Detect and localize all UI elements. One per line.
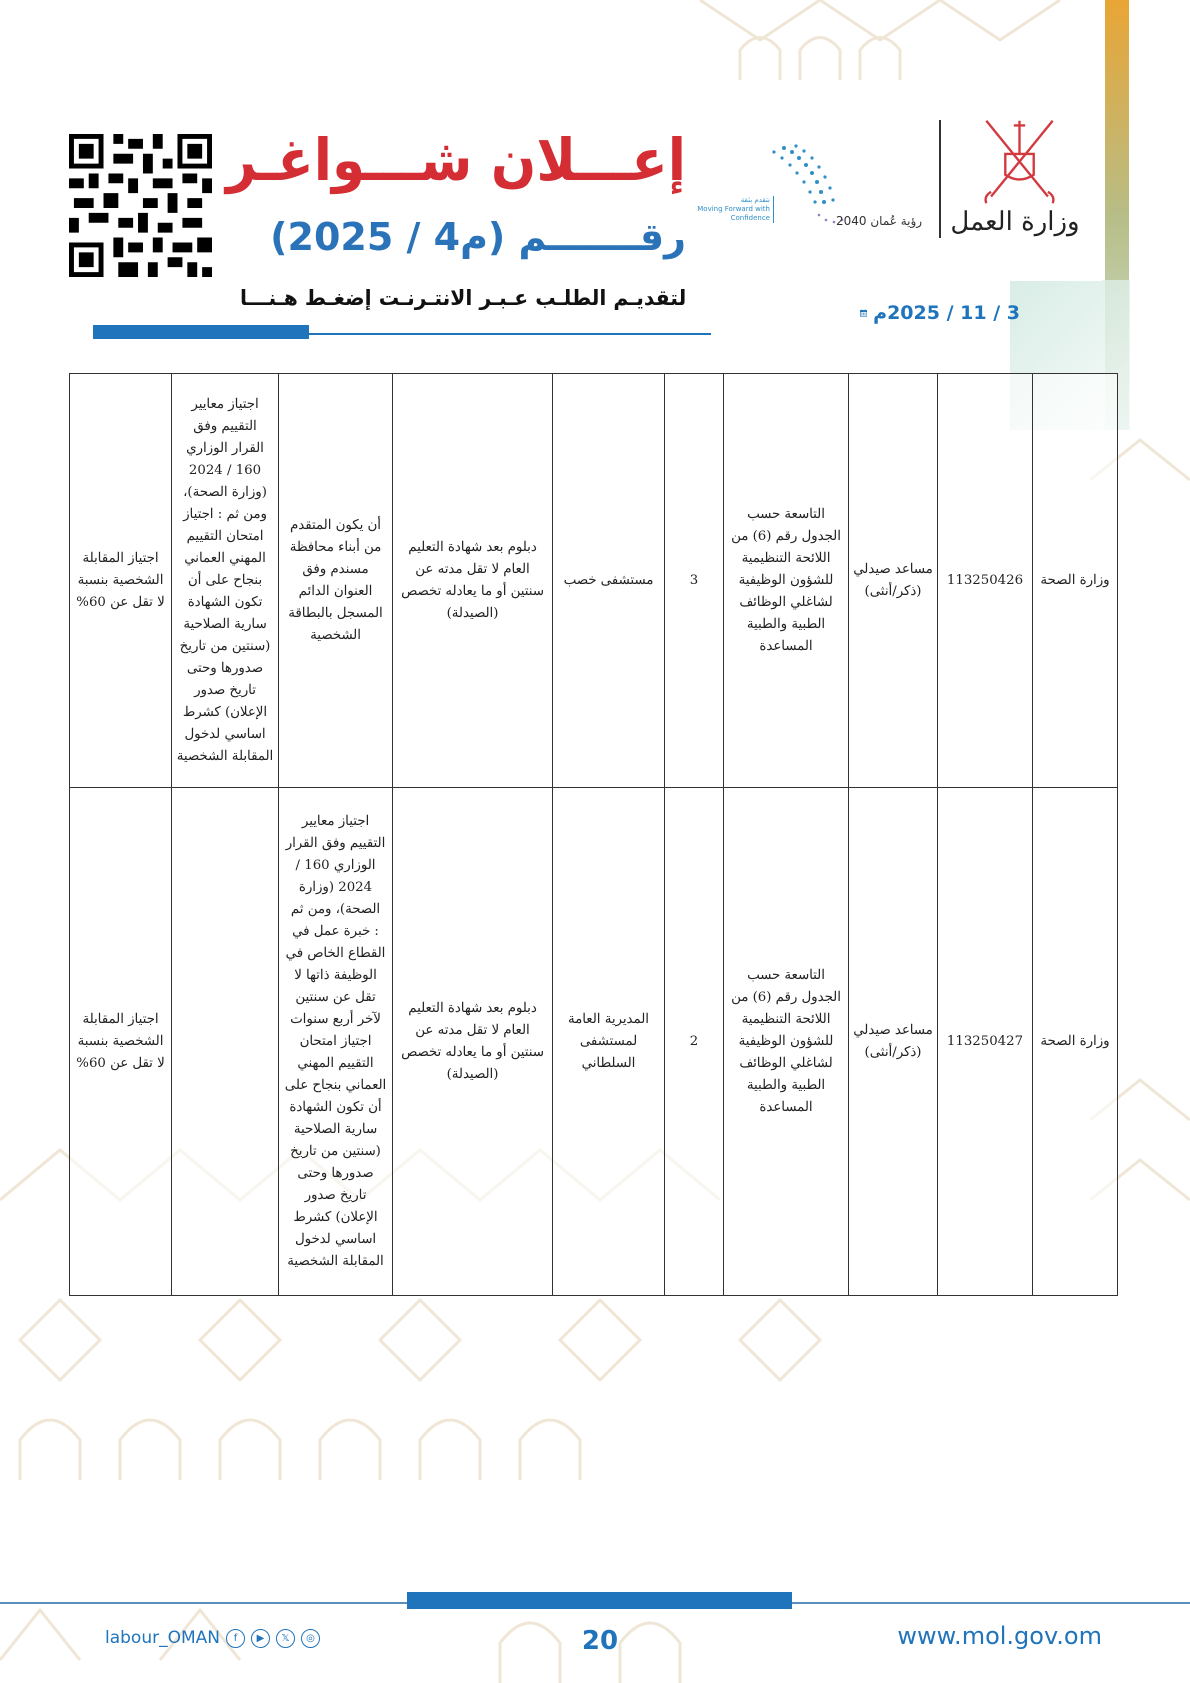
calendar-icon (860, 302, 867, 324)
grade-cell: التاسعة حسب الجدول رقم (6) من اللائحة التنظيمية للشؤون الوظيفية لشاغلي الوظائف الطبية والطبية المساعدة (724, 374, 849, 788)
ministry-cell: وزارة الصحة (1033, 374, 1118, 788)
apply-online-link-text[interactable]: لتقديـم الطلـب عـبـر الانتـرنـت إضغـط هـنـــا (239, 286, 686, 310)
page-number: 20 (581, 1626, 619, 1656)
vacancy-count-cell: 2 (665, 788, 724, 1296)
announcement-title-text: إعـــلان شـــواغـر (226, 126, 686, 194)
date-text: 3 / 11 / 2025م (873, 302, 1020, 324)
test-cell: اجتياز معايير التقييم وفق القرار الوزاري 160 / 2024 (وزارة الصحة)، ومن ثم : اجتياز امتحان التقييم المهني العماني بنجاح على أن تكون الشهادة سارية الصلاحية (سنتين من تاريخ صدورها وحتى تاريخ صدور الإعلان) كشرط اساسي لدخول المقابلة الشخصية (172, 374, 279, 788)
facebook-icon[interactable]: f (226, 1629, 245, 1648)
ministry-of-labour-name: وزارة العمل (950, 207, 1080, 237)
oman-vision-2040-logo (697, 140, 923, 240)
vacancies-table (69, 373, 1118, 1296)
table-row (70, 788, 1118, 1296)
interview-cell: اجتياز المقابلة الشخصية بنسبة لا تقل عن 60% (70, 374, 172, 788)
announcement-date (860, 302, 1020, 324)
condition-cell: اجتياز معايير التقييم وفق القرار الوزاري 160 / 2024 (وزارة الصحة)، ومن ثم : خبرة عمل في القطاع الخاص في الوظيفة ذاتها لا تقل عن سنتين لآخر أربع سنوات اجتياز امتحان التقييم المهني العماني بنجاح على أن تكون الشهادة سارية الصلاحية (سنتين من تاريخ صدورها وحتى تاريخ صدور الإعلان) كشرط اساسي لدخول المقابلة الشخصية (279, 788, 393, 1296)
logo-divider (939, 120, 941, 238)
website-link[interactable]: www.mol.gov.om (897, 1622, 1102, 1650)
vacancy-count-cell: 3 (665, 374, 724, 788)
social-handle[interactable]: labour_OMAN (105, 1628, 220, 1648)
table-row (70, 374, 1118, 788)
grade-cell: التاسعة حسب الجدول رقم (6) من اللائحة التنظيمية للشؤون الوظيفية لشاغلي الوظائف الطبية والطبية المساعدة (724, 788, 849, 1296)
job-title-cell: مساعد صيدلي (ذكر/أنثى) (849, 788, 938, 1296)
social-links (105, 1628, 320, 1648)
oman-emblem-logo (971, 116, 1068, 206)
footer-accent-bar (407, 1592, 792, 1609)
announcement-title (226, 124, 686, 196)
interview-cell: اجتياز المقابلة الشخصية بنسبة لا تقل عن 60% (70, 788, 172, 1296)
instagram-icon[interactable]: ◎ (301, 1629, 320, 1648)
job-code-cell: 113250427 (938, 788, 1033, 1296)
ministry-cell: وزارة الصحة (1033, 788, 1118, 1296)
youtube-icon[interactable]: ▶ (251, 1629, 270, 1648)
slogan (684, 196, 774, 223)
work-location-cell: مستشفى خصب (553, 374, 665, 788)
work-location-cell: المديرية العامة لمستشفى السلطاني (553, 788, 665, 1296)
job-code-cell: 113250426 (938, 374, 1033, 788)
condition-cell: أن يكون المتقدم من أبناء محافظة مسندم وفق العنوان الدائم المسجل بالبطاقة الشخصية (279, 374, 393, 788)
apply-online-link[interactable] (240, 284, 686, 312)
qualification-cell: دبلوم بعد شهادة التعليم العام لا تقل مدته عن سنتين أو ما يعادله تخصص (الصيدلة) (393, 788, 553, 1296)
slogan-ar: نتقدم بثقة (740, 196, 770, 204)
header-accent-bar (93, 325, 309, 339)
test-cell (172, 788, 279, 1296)
x-icon[interactable]: 𝕏 (276, 1629, 295, 1648)
vision-logo-text: رؤية عُمان 2040 (836, 214, 923, 228)
slogan-en: Moving Forward with Confidence (697, 205, 770, 222)
announcement-number (226, 212, 686, 262)
announcement-number-text: رقـــــــم (م4 / 2025) (270, 215, 686, 259)
qualification-cell: دبلوم بعد شهادة التعليم العام لا تقل مدته عن سنتين أو ما يعادله تخصص (الصيدلة) (393, 374, 553, 788)
job-title-cell: مساعد صيدلي (ذكر/أنثى) (849, 374, 938, 788)
